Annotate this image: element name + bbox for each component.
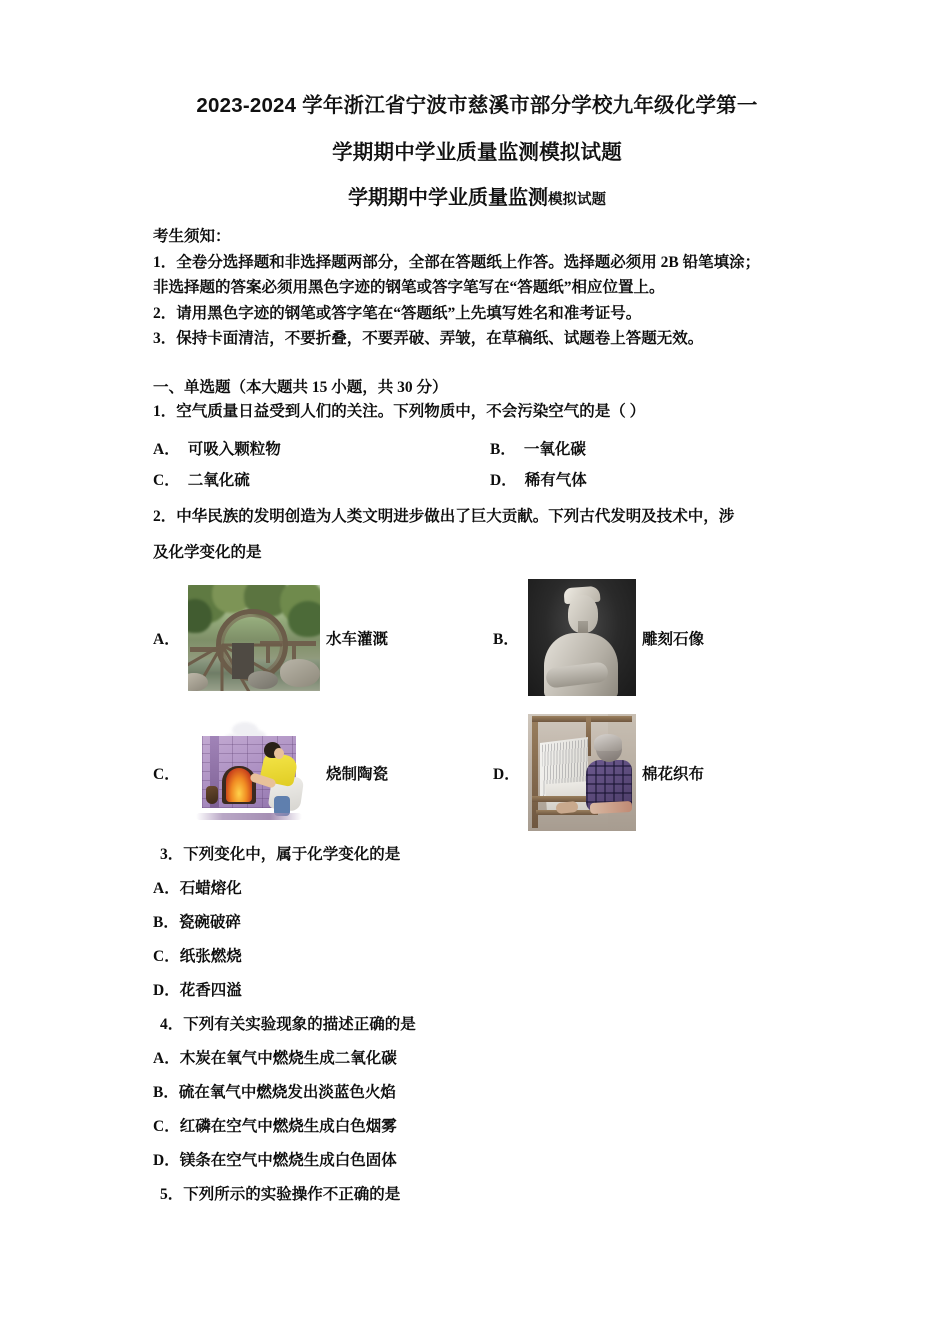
question-4-stem: 4．下列有关实验现象的描述正确的是: [160, 1016, 416, 1033]
question-4-option-d[interactable]: [153, 1144, 833, 1178]
section-heading-single-choice: 一、单选题（本大题共 15 小题，共 30 分）: [153, 379, 448, 396]
pottery-firing-illustration: [188, 720, 320, 826]
question-1-option-a[interactable]: [153, 437, 490, 459]
question-3-stem: 3．下列变化中，属于化学变化的是: [160, 846, 401, 863]
notice-item-1-line-1: 1．全卷分选择题和非选择题两部分，全部在答题纸上作答。选择题必须用 2B 铅笔填涂；: [153, 253, 761, 271]
option-text: 石蜡熔化: [179, 880, 242, 897]
picture-option-row: [153, 570, 833, 705]
question-2-option-a[interactable]: [153, 570, 493, 705]
option-label: A．: [153, 440, 180, 458]
notice-item-1-line-2: 非选择题的答案必须用黑色字迹的钢笔或答字笔写在“答题纸”相应位置上。: [153, 279, 665, 297]
option-label: A．: [153, 1050, 180, 1067]
question-3-option-b[interactable]: [153, 906, 833, 940]
option-text: 纸张燃烧: [179, 948, 242, 965]
option-text: 稀有气体: [524, 471, 587, 489]
waterwheel-irrigation-photo: [188, 585, 320, 691]
option-caption: 水车灌溉: [326, 630, 389, 648]
option-label: B．: [153, 1084, 179, 1101]
option-text: 镁条在空气中燃烧生成白色固体: [179, 1152, 397, 1169]
question-2-stem: [153, 499, 817, 571]
option-caption: 雕刻石像: [642, 630, 705, 648]
option-text: 木炭在氧气中燃烧生成二氧化碳: [179, 1050, 397, 1067]
option-text: 瓷碗破碎: [178, 914, 241, 931]
paper-subtitle-suffix: 模拟试题: [548, 192, 606, 208]
candidate-notice: [153, 224, 813, 352]
question-2-picture-options: [153, 570, 833, 840]
question-4-option-c[interactable]: [153, 1110, 833, 1144]
option-label: D．: [153, 1152, 180, 1169]
option-text: 硫在氧气中燃烧发出淡蓝色火焰: [178, 1084, 396, 1101]
option-row: [153, 432, 833, 463]
paper-subtitle: [153, 183, 801, 215]
question-1-option-d[interactable]: [490, 468, 827, 490]
question-3-option-c[interactable]: [153, 940, 833, 974]
option-caption: 烧制陶瓷: [326, 765, 389, 783]
question-2-stem-line-2: 及化学变化的是: [153, 544, 262, 561]
option-label: B．: [490, 440, 516, 458]
option-label: C．: [153, 471, 180, 489]
notice-heading: 考生须知：: [153, 228, 231, 245]
option-label: C．: [153, 1118, 180, 1135]
option-row: [153, 463, 833, 494]
question-3-option-a[interactable]: [153, 872, 833, 906]
option-label: B．: [153, 914, 179, 931]
question-4-option-b[interactable]: [153, 1076, 833, 1110]
question-3-option-d[interactable]: [153, 974, 833, 1008]
option-text: 红磷在空气中燃烧生成白色烟雾: [179, 1118, 397, 1135]
notice-item-3: 3．保持卡面清洁，不要折叠，不要弄破、弄皱，在草稿纸、试题卷上答题无效。: [153, 330, 704, 348]
option-label: C．: [153, 948, 180, 965]
question-5-stem: 5．下列所示的实验操作不正确的是: [160, 1186, 401, 1203]
option-text: 花香四溢: [179, 982, 242, 999]
question-2-option-c[interactable]: [153, 705, 493, 840]
question-2-option-b[interactable]: [493, 570, 833, 705]
option-text: 一氧化碳: [523, 440, 586, 458]
option-label: D．: [490, 471, 517, 489]
question-1-stem: 1．空气质量日益受到人们的关注。下列物质中，不会污染空气的是（ ）: [153, 403, 646, 420]
question-4-option-a[interactable]: [153, 1042, 833, 1076]
question-1-options: [153, 432, 833, 494]
notice-item-2: 2．请用黑色字迹的钢笔或答字笔在“答题纸”上先填写姓名和准考证号。: [153, 304, 642, 322]
option-label: D．: [493, 765, 520, 783]
option-label: D．: [153, 982, 180, 999]
option-text: 二氧化硫: [187, 471, 250, 489]
option-text: 可吸入颗粒物: [187, 440, 281, 458]
paper-subtitle-main: 学期期中学业质量监测: [348, 187, 548, 209]
question-2-option-d[interactable]: [493, 705, 833, 840]
page-title-line-2: 学期期中学业质量监测模拟试题: [332, 141, 622, 164]
page-title-line-1: 2023-2024 学年浙江省宁波市慈溪市部分学校九年级化学第一: [196, 94, 758, 117]
carved-stone-statue-photo: [528, 579, 636, 696]
question-2-stem-line-1: 2．中华民族的发明创造为人类文明进步做出了巨大贡献。下列古代发明及技术中，涉: [153, 508, 735, 525]
picture-option-row: [153, 705, 833, 840]
option-label: A．: [153, 880, 180, 897]
option-label: C．: [153, 765, 180, 783]
cotton-weaving-loom-photo: [528, 714, 636, 831]
option-label: B．: [493, 630, 519, 648]
question-1-option-c[interactable]: [153, 468, 490, 490]
paper-title-block: [153, 82, 801, 215]
question-1-option-b[interactable]: [490, 437, 827, 459]
option-caption: 棉花织布: [642, 765, 705, 783]
option-label: A．: [153, 630, 180, 648]
